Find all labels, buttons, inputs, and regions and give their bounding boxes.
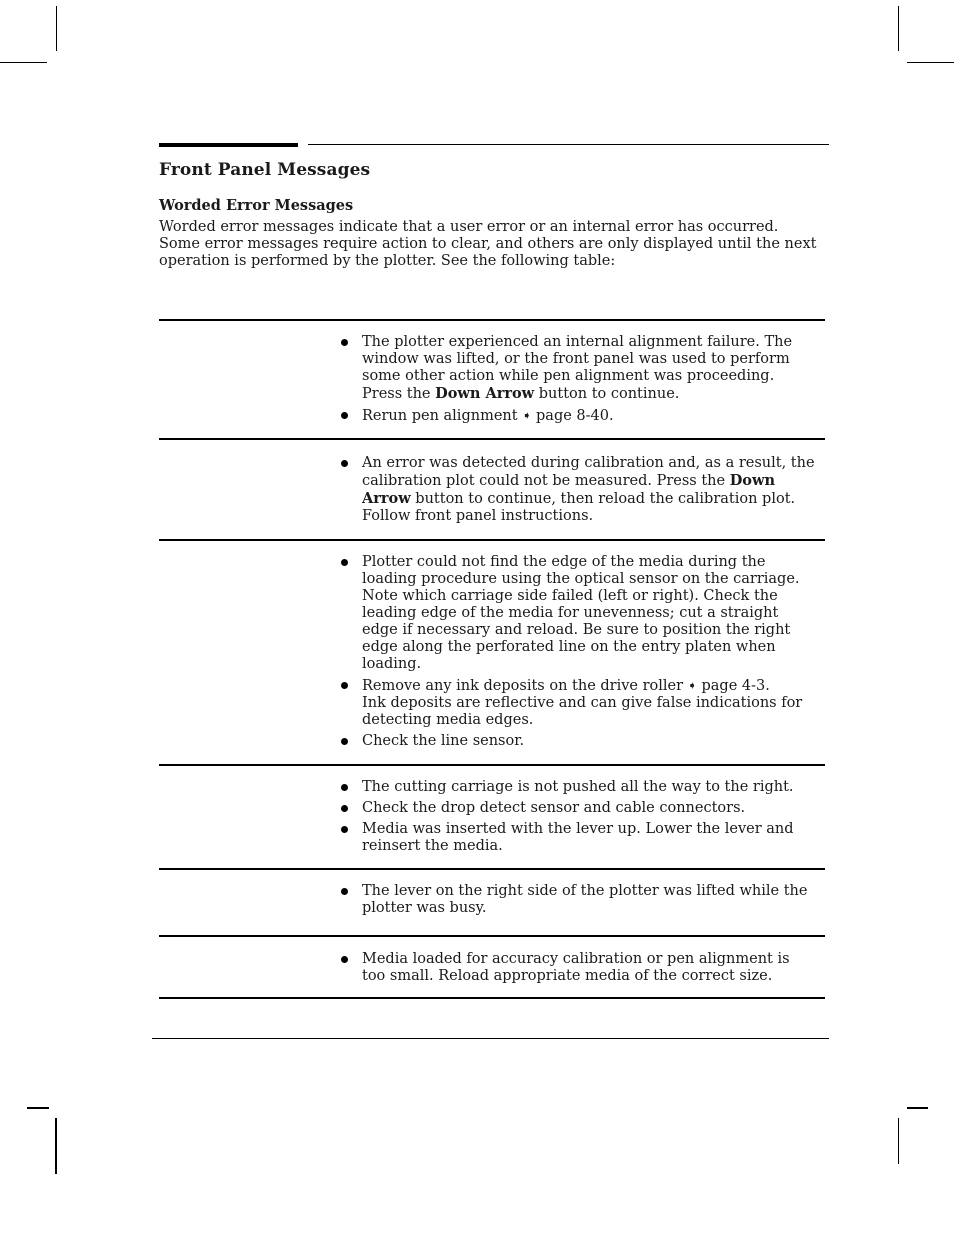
- bullet-list: [337, 554, 817, 750]
- list-item: [337, 821, 817, 855]
- crop-mark-top-right-horizontal: [907, 62, 954, 63]
- crop-mark-bottom-left-horizontal: [27, 1107, 49, 1109]
- bullet-list: [337, 334, 817, 425]
- item-text: page 8-40.: [531, 408, 614, 424]
- message-cell: [159, 779, 331, 789]
- description-cell: [337, 334, 825, 425]
- list-item: [337, 334, 817, 403]
- list-item: [337, 407, 817, 425]
- item-text: Media loaded for accuracy calibration or pen alignment is too small. Reload appropriate media of the correct size.: [362, 951, 790, 984]
- footer-rule: [152, 1038, 829, 1039]
- intro-paragraph: Worded error messages indicate that a user error or an internal error has occurred. Some error messages require action to clear, and others are only displayed until the next operation is performed by the plotter. See the following table:: [159, 219, 817, 269]
- description-cell: [337, 554, 825, 750]
- description-cell: [337, 779, 825, 855]
- table-row: [159, 868, 825, 935]
- crop-mark-top-left-horizontal: [0, 62, 47, 63]
- crop-mark-bottom-left-vertical: [55, 1118, 57, 1174]
- item-text: page 4-3.: [696, 678, 770, 694]
- list-item: [337, 800, 817, 817]
- message-cell: [159, 554, 331, 564]
- item-text: Check the drop detect sensor and cable connectors.: [362, 800, 746, 816]
- pointer-icon: ➧: [687, 679, 697, 692]
- bullet-list: [337, 883, 817, 917]
- item-text: Plotter could not find the edge of the media during the loading procedure using the optical sensor on the carriage. Note which carriage side failed (left or right). Check the leading edge of the media for unevenness; cut a straight edge if necessary and reload. Be sure to position the right edge along the perforated line on the entry platen when loading.: [362, 554, 800, 672]
- description-cell: [337, 883, 825, 917]
- bullet-list: [337, 951, 817, 985]
- message-cell: [159, 334, 331, 344]
- item-text: The cutting carriage is not pushed all the way to the right.: [362, 779, 794, 795]
- table-row: [159, 319, 825, 438]
- crop-mark-top-right-vertical: [898, 6, 899, 51]
- list-item: [337, 733, 817, 750]
- item-text: Remove any ink deposits on the drive roller: [362, 678, 688, 694]
- item-text: The plotter experienced an internal alignment failure. The window was lifted, or the front panel was used to perform some other action while pen alignment was proceeding. Press the: [362, 334, 793, 402]
- button-name: Down Arrow: [435, 385, 535, 402]
- item-text: Check the line sensor.: [362, 733, 525, 749]
- list-item: [337, 951, 817, 985]
- table-row: [159, 539, 825, 764]
- item-text: Media was inserted with the lever up. Lower the lever and reinsert the media.: [362, 821, 794, 854]
- table-row: [159, 935, 825, 999]
- message-cell: [159, 455, 331, 465]
- table-row: [159, 764, 825, 868]
- item-text: An error was detected during calibration and, as a result, the calibration plot could not be measured. Press the: [362, 455, 815, 489]
- bullet-list: [337, 779, 817, 855]
- list-item: [337, 677, 817, 729]
- section-rule-thick: [159, 143, 298, 147]
- message-cell: [159, 883, 331, 893]
- section-rule-thin: [308, 144, 829, 145]
- list-item: [337, 554, 817, 673]
- message-cell: [159, 951, 331, 961]
- item-text: The lever on the right side of the plotter was lifted while the plotter was busy.: [362, 883, 808, 916]
- list-item: [337, 779, 817, 796]
- item-text: button to continue, then reload the calibration plot. Follow front panel instructions.: [362, 491, 796, 524]
- bullet-list: [337, 455, 817, 525]
- item-text: Rerun pen alignment: [362, 408, 523, 424]
- description-cell: [337, 951, 825, 985]
- list-item: [337, 455, 817, 525]
- crop-mark-top-left-vertical: [56, 6, 57, 51]
- subsection-title: Worded Error Messages: [159, 197, 354, 214]
- table-row: [159, 438, 825, 539]
- error-message-table: [159, 319, 825, 999]
- list-item: [337, 883, 817, 917]
- item-text: button to continue.: [534, 386, 680, 402]
- crop-mark-bottom-right-horizontal: [907, 1107, 928, 1109]
- item-text: Ink deposits are reflective and can give false indications for detecting media edges.: [362, 695, 803, 728]
- pointer-icon: ➧: [522, 409, 532, 422]
- description-cell: [337, 455, 825, 525]
- button-name: Down Arrow: [362, 472, 775, 507]
- crop-mark-bottom-right-vertical: [898, 1118, 899, 1164]
- section-title: Front Panel Messages: [159, 160, 371, 180]
